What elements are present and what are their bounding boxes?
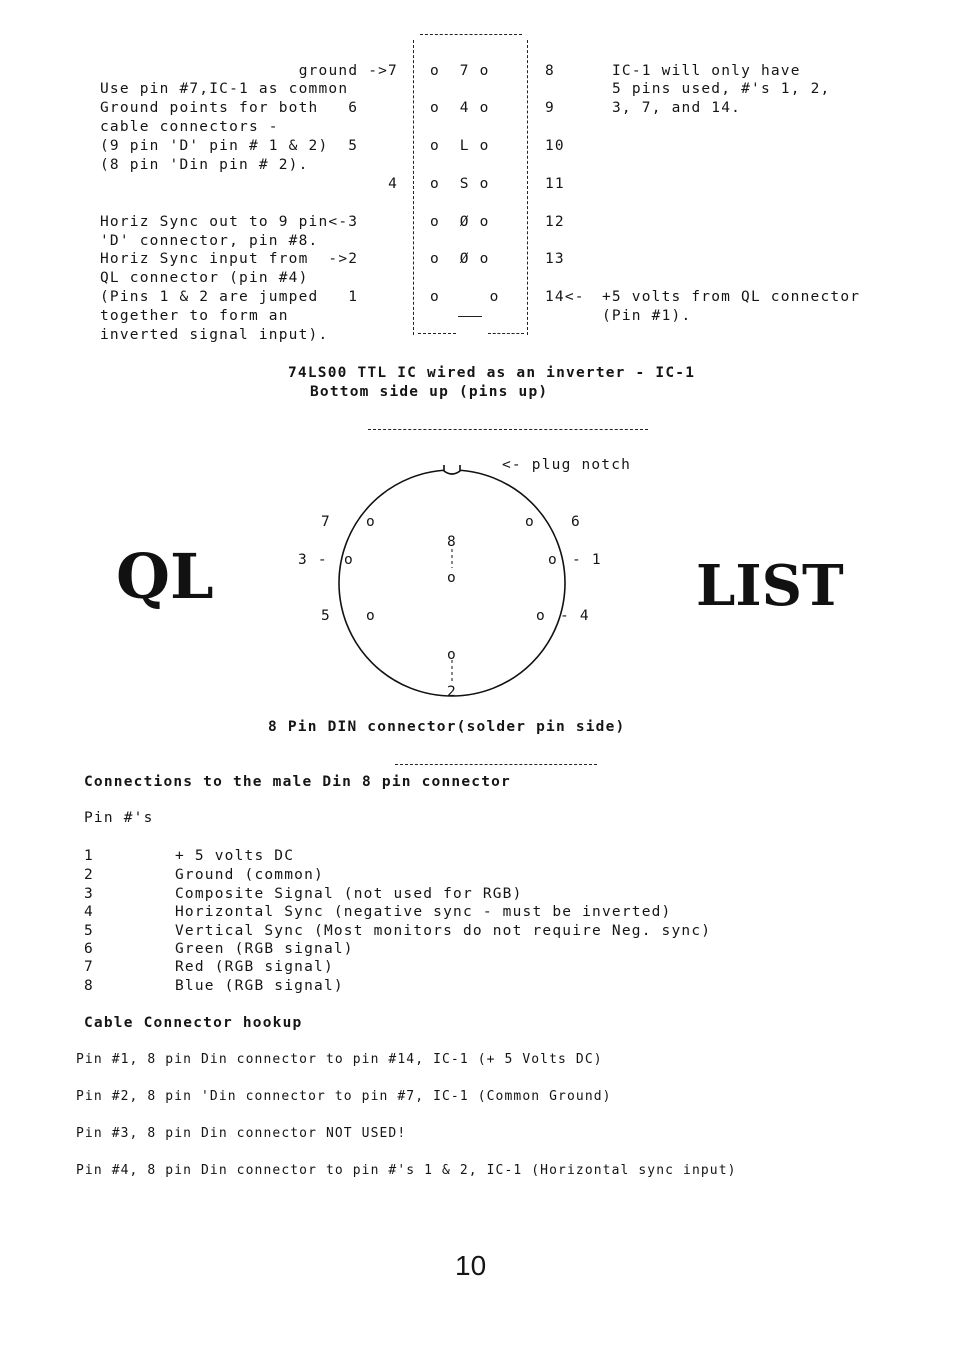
conn-pin: 6 — [84, 941, 94, 957]
ic-label-jumped: (Pins 1 & 2 are jumped 1 — [100, 289, 359, 305]
conn-pin: 8 — [84, 978, 94, 994]
power-note-line1: +5 volts from QL connector — [602, 289, 861, 305]
ic-caption-title: 74LS00 TTL IC wired as an inverter - IC-1 — [288, 365, 696, 381]
din-pin-5: o — [366, 608, 376, 624]
din-caption: 8 Pin DIN connector(solder pin side) — [268, 719, 626, 735]
separator-middle — [395, 764, 597, 765]
conn-desc: Green (RGB signal) — [175, 941, 354, 957]
ic-note-line2: 5 pins used, #'s 1, 2, — [612, 81, 831, 97]
ic-note-line3: 3, 7, and 14. — [612, 100, 742, 116]
connections-heading: Connections to the male Din 8 pin connector — [84, 774, 511, 790]
din-pin-1: o — [548, 552, 558, 568]
din-pin-3-label: 3 - — [298, 552, 328, 568]
ic-label-cable-connectors: cable connectors - — [100, 119, 279, 135]
power-note-line2: (Pin #1). — [602, 308, 692, 324]
ic-row-1: o o — [430, 289, 500, 305]
conn-desc: + 5 volts DC — [175, 848, 295, 864]
din-pin-2-label: 2 — [447, 684, 457, 700]
ic-label-ground: ground ->7 — [298, 63, 398, 79]
ic-pin-11: 11 — [545, 176, 565, 192]
ic-row-l: o L o — [430, 138, 490, 154]
ic-label-horiz-in: Horiz Sync input from ->2 — [100, 251, 359, 267]
ic-label-horiz-out: Horiz Sync out to 9 pin<-3 — [100, 214, 359, 230]
ic-pin-9: 9 — [545, 100, 555, 116]
conn-desc: Horizontal Sync (negative sync - must be inverted) — [175, 904, 672, 920]
din-notch — [444, 465, 460, 474]
conn-pin: 2 — [84, 867, 94, 883]
ic-row-7: o 7 o — [430, 63, 490, 79]
din-pin-7: o — [366, 514, 376, 530]
brand-list: LIST — [696, 553, 844, 619]
conn-pin: 3 — [84, 886, 94, 902]
ic-label-8pin: (8 pin 'Din pin # 2). — [100, 157, 309, 173]
din-pin-2: o — [447, 647, 457, 663]
din-pin-1-label: - 1 — [572, 552, 602, 568]
hookup-line: Pin #2, 8 pin 'Din connector to pin #7, IC-1 (Common Ground) — [76, 1089, 612, 1104]
din-pin-6: o — [525, 514, 535, 530]
ic-caption-subtitle: Bottom side up (pins up) — [310, 384, 549, 400]
hookup-line: Pin #1, 8 pin Din connector to pin #14, IC-1 (+ 5 Volts DC) — [76, 1052, 603, 1067]
ic-label-pin4: 4 — [388, 176, 398, 192]
din-pin-8-label: 8 — [447, 534, 457, 550]
connections-subheading: Pin #'s — [84, 810, 154, 826]
din-pin-8: o — [447, 570, 457, 586]
hookup-line: Pin #4, 8 pin Din connector to pin #'s 1 & 2, IC-1 (Horizontal sync input) — [76, 1163, 737, 1178]
ic-pin-14: 14<- — [545, 289, 585, 305]
ic-label-inverted: inverted signal input). — [100, 327, 329, 343]
page-number: 10 — [455, 1250, 487, 1281]
ic-pin-12: 12 — [545, 214, 565, 230]
din-notch-label: <- plug notch — [502, 457, 632, 473]
conn-pin: 1 — [84, 848, 94, 864]
conn-desc: Ground (common) — [175, 867, 324, 883]
din-pin-7-label: 7 — [321, 514, 331, 530]
din-pin-4-label: - 4 — [560, 608, 590, 624]
din-pin-6-label: 6 — [571, 514, 581, 530]
ic-row-0a: o Ø o — [430, 214, 490, 230]
conn-pin: 5 — [84, 923, 94, 939]
din-pin-5-label: 5 — [321, 608, 331, 624]
conn-pin: 4 — [84, 904, 94, 920]
ic-pin-13: 13 — [545, 251, 565, 267]
conn-desc: Blue (RGB signal) — [175, 978, 344, 994]
ic-label-together: together to form an — [100, 308, 289, 324]
din-pin-3: o — [344, 552, 354, 568]
ic-note-line1: IC-1 will only have — [612, 63, 801, 79]
hookup-heading: Cable Connector hookup — [84, 1015, 303, 1031]
hookup-line: Pin #3, 8 pin Din connector NOT USED! — [76, 1126, 407, 1141]
ic-row-4: o 4 o — [430, 100, 490, 116]
ic-row-0b: o Ø o — [430, 251, 490, 267]
conn-desc: Composite Signal (not used for RGB) — [175, 886, 523, 902]
ic-label-ground-points: Ground points for both 6 — [100, 100, 359, 116]
conn-pin: 7 — [84, 959, 94, 975]
ic-row-s: o S o — [430, 176, 490, 192]
conn-desc: Vertical Sync (Most monitors do not require Neg. sync) — [175, 923, 712, 939]
ic-label-d-connector: 'D' connector, pin #8. — [100, 233, 319, 249]
ic-label-9pin: (9 pin 'D' pin # 1 & 2) 5 — [100, 138, 359, 154]
brand-ql: QL — [116, 540, 214, 613]
ic-pin-8: 8 — [545, 63, 555, 79]
conn-desc: Red (RGB signal) — [175, 959, 334, 975]
din-pin-4: o — [536, 608, 546, 624]
ic-label-ql-connector: QL connector (pin #4) — [100, 270, 309, 286]
ic-label-common: Use pin #7,IC-1 as common — [100, 81, 349, 97]
ic-pin-10: 10 — [545, 138, 565, 154]
